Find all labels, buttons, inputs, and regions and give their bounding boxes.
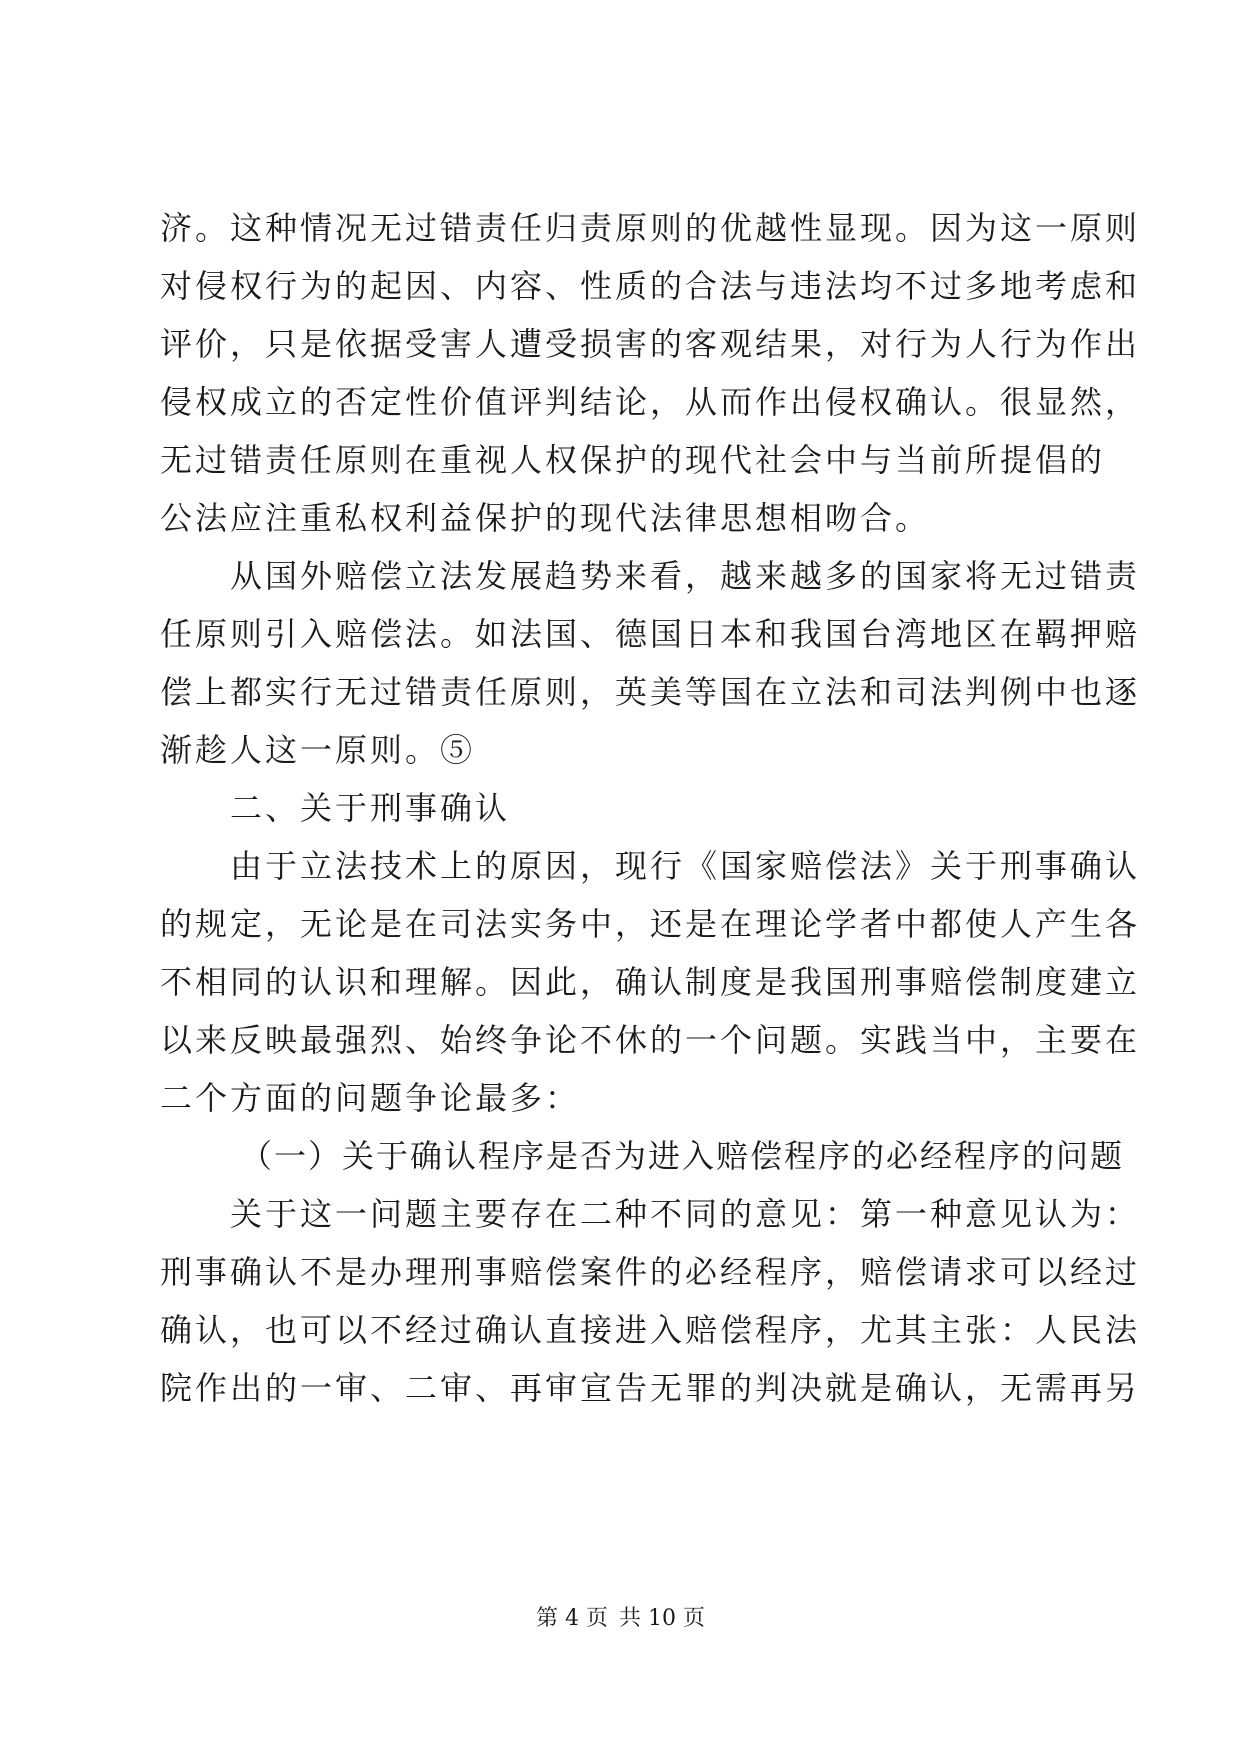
- text-line: 二个方面的问题争论最多：: [160, 1079, 581, 1117]
- text-line: 公法应注重私权利益保护的现代法律思想相吻合。: [160, 499, 931, 537]
- text-line: 对侵权行为的起因、内容、性质的合法与违法均不过多地考虑和: [160, 267, 1141, 305]
- text-line: 由于立法技术上的原因，现行《国家赔偿法》关于刑事确认: [230, 847, 1141, 885]
- text-line: 从国外赔偿立法发展趋势来看，越来越多的国家将无过错责: [230, 557, 1141, 595]
- text-line: 偿上都实行无过错责任原则，英美等国在立法和司法判例中也逐: [160, 673, 1141, 711]
- page-number: 第 4 页: [536, 1606, 608, 1631]
- text-line: 刑事确认不是办理刑事赔偿案件的必经程序，赔偿请求可以经过: [160, 1253, 1141, 1291]
- text-line: 确认，也可以不经过确认直接进入赔偿程序，尤其主张：人民法: [160, 1311, 1141, 1349]
- section-heading: 二、关于刑事确认: [230, 789, 511, 827]
- text-line: 院作出的一审、二审、再审宣告无罪的判决就是确认，无需再另: [160, 1369, 1141, 1407]
- text-line: 不相同的认识和理解。因此，确认制度是我国刑事赔偿制度建立: [160, 963, 1141, 1001]
- page-total: 共 10 页: [619, 1606, 705, 1631]
- text-line: 无过错责任原则在重视人权保护的现代社会中与当前所提倡的: [160, 441, 1106, 479]
- text-line: 以来反映最强烈、始终争论不休的一个问题。实践当中，主要在: [160, 1021, 1141, 1059]
- text-line: 渐趁人这一原则。⑤: [160, 731, 476, 769]
- subsection-heading: （一）关于确认程序是否为进入赔偿程序的必经程序的问题: [240, 1137, 1125, 1175]
- text-line: 任原则引入赔偿法。如法国、德国日本和我国台湾地区在羁押赔: [160, 615, 1141, 653]
- text-line: 侵权成立的否定性价值评判结论，从而作出侵权确认。很显然，: [160, 383, 1141, 421]
- text-line: 的规定，无论是在司法实务中，还是在理论学者中都使人产生各: [160, 905, 1141, 943]
- page-footer: [0, 1604, 1241, 1634]
- text-line: 济。这种情况无过错责任归责原则的优越性显现。因为这一原则: [160, 209, 1141, 247]
- text-line: 评价，只是依据受害人遭受损害的客观结果，对行为人行为作出: [160, 325, 1141, 363]
- text-line: 关于这一问题主要存在二种不同的意见：第一种意见认为：: [230, 1195, 1141, 1233]
